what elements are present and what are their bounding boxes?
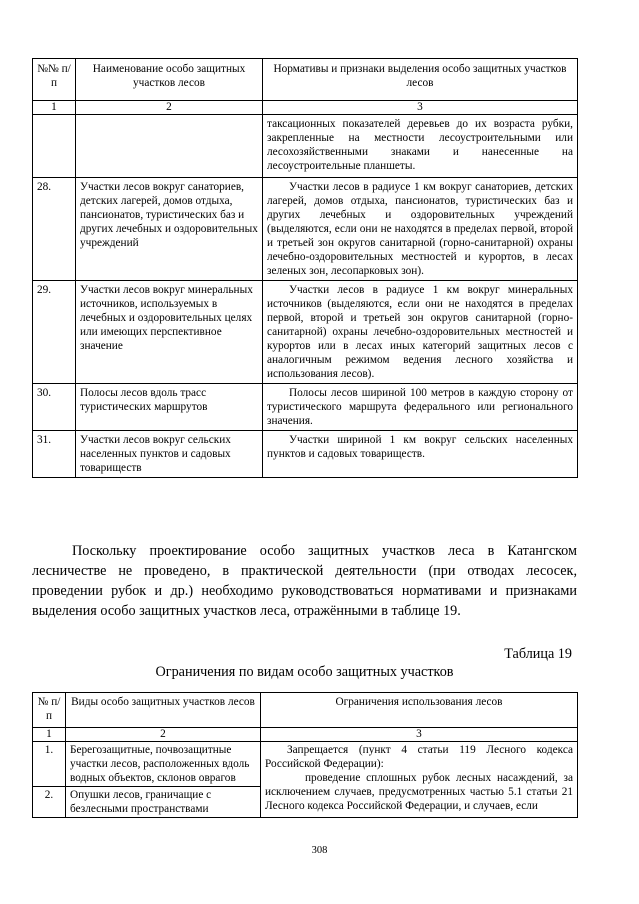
- row-criteria: Полосы лесов шириной 100 метров в каждую сторону от туристического маршрута федерального или регионального значения.: [263, 384, 578, 431]
- col-number: 1: [33, 728, 66, 742]
- table-row: [33, 431, 578, 478]
- row-name: Участки лесов вокруг минеральных источников, используемых в лечебных и оздоровительных целях или имеющих перспективное значение: [76, 281, 263, 384]
- ozu-restrictions-table: [32, 692, 578, 818]
- row-name: Участки лесов вокруг сельских населенных пунктов и садовых товариществ: [76, 431, 263, 478]
- row-number: 2.: [33, 787, 66, 818]
- continuation-text: таксационных показателей деревьев до их возраста рубки, закрепленные на местности лесоустроительными или лесохозяйственными знаками и нанесенные на лесоустроительные планшеты.: [263, 115, 578, 178]
- row-number: 30.: [33, 384, 76, 431]
- col-number: 2: [66, 728, 261, 742]
- col-number: 3: [263, 101, 578, 115]
- column-numbers-row: [33, 101, 578, 115]
- table-row: [33, 178, 578, 281]
- row-number: 28.: [33, 178, 76, 281]
- row-name: Участки лесов вокруг санаториев, детских лагерей, домов отдыха, пансионатов, туристических баз и других лечебных и оздоровительных учреждений: [76, 178, 263, 281]
- page-number: 308: [311, 845, 328, 856]
- table-row: [33, 384, 578, 431]
- header-kinds: Виды особо защитных участков лесов: [66, 693, 261, 728]
- restriction-line: Запрещается (пункт 4 статьи 119 Лесного кодекса Российской Федерации):: [265, 744, 573, 770]
- row-name: Полосы лесов вдоль трасс туристических маршрутов: [76, 384, 263, 431]
- header-restrictions: Ограничения использования лесов: [261, 693, 578, 728]
- header-num: № п/п: [33, 693, 66, 728]
- row-number: 31.: [33, 431, 76, 478]
- col-number: 2: [76, 101, 263, 115]
- col-number: 3: [261, 728, 578, 742]
- table-row: [33, 742, 578, 787]
- restriction-line: проведение сплошных рубок лесных насаждений, за исключением случаев, предусмотренных частью 5.1 статьи 21 Лесного кодекса Российской Федерации, и случаев, если: [265, 772, 573, 812]
- table-title: Ограничения по видам особо защитных участков: [155, 664, 454, 680]
- row-name: Берегозащитные, почвозащитные участки лесов, расположенных вдоль водных объектов, склонов оврагов: [66, 742, 261, 787]
- row-criteria: Участки лесов в радиусе 1 км вокруг санаториев, детских лагерей, домов отдыха, пансионатов, туристических баз и других лечебных и оздоровительных учреждений (выделяются, если они не находятся в пределах первой, второй и третьей зон округов санитарной (горно-санитарной) охраны лечебно-оздоровительных местностей и курортов, в лесах зеленых зон, лесопарковых зон).: [263, 178, 578, 281]
- header-name: Наименование особо защитных участков лесов: [76, 59, 263, 101]
- body-paragraph: Поскольку проектирование особо защитных участков леса в Катангском лесничестве не проведено, в практической деятельности (при отводах лесосек, проведении рубок и др.) необходимо руководствоваться нормативами и признаками выделения особо защитных участков леса, отражёнными в таблице 19.: [32, 543, 577, 619]
- header-criteria: Нормативы и признаки выделения особо защитных участков лесов: [263, 59, 578, 101]
- table-number: Таблица 19: [504, 646, 572, 662]
- row-name: Опушки лесов, граничащие с безлесными пространствами: [66, 787, 261, 818]
- row-criteria: Участки шириной 1 км вокруг сельских населенных пунктов и садовых товариществ.: [263, 431, 578, 478]
- restrictions-cell: [261, 742, 578, 818]
- table-row: [33, 281, 578, 384]
- column-numbers-row: [33, 728, 578, 742]
- header-num: №№ п/п: [33, 59, 76, 101]
- row-number: 1.: [33, 742, 66, 787]
- row-number: 29.: [33, 281, 76, 384]
- table-row: [33, 115, 578, 178]
- row-criteria: Участки лесов в радиусе 1 км вокруг минеральных источников (выделяются, если они не находятся в пределах первой, второй и третьей зон округов санитарной (горно-санитарной) охраны лечебно-оздоровительных местностей и курортов или в лесах иных категорий защитных лесов с аналогичным режимом ведения лесного хозяйства и использования лесов).: [263, 281, 578, 384]
- col-number: 1: [33, 101, 76, 115]
- ozu-criteria-table: [32, 58, 578, 478]
